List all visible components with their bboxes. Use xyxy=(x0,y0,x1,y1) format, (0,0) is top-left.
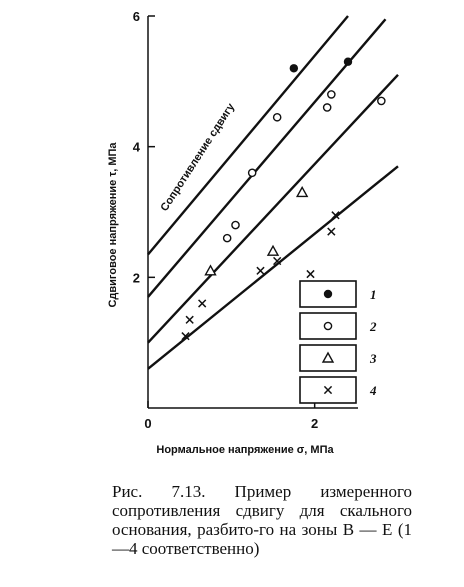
series-3-point xyxy=(268,246,278,255)
legend-label-1: 1 xyxy=(370,287,377,302)
x-tick-label: 0 xyxy=(144,416,152,431)
legend-label-2: 2 xyxy=(370,319,377,334)
y-tick-label: 4 xyxy=(132,139,140,155)
series-4-point xyxy=(199,300,206,307)
series-2-point xyxy=(378,97,385,104)
series-2-point xyxy=(249,169,256,176)
figure-caption: Рис. 7.13. Пример измеренного сопротивления сдвигу для скального основания, разбито-го на зоны В — Е (1—4 соответственно) xyxy=(112,482,412,558)
series-4-point xyxy=(257,267,264,274)
series-4-point xyxy=(328,228,335,235)
y-axis-label: Сдвиговое напряжение τ, МПа xyxy=(107,142,119,308)
series-2-point xyxy=(224,235,231,242)
series-2-point xyxy=(232,221,239,228)
fit-line-4 xyxy=(148,166,398,369)
series-2-point xyxy=(324,104,331,111)
chart-legend xyxy=(300,281,377,403)
x-axis-label: Нормальное напряжение σ, МПа xyxy=(156,444,334,456)
legend-marker-2 xyxy=(324,322,331,329)
y-tick-label: 2 xyxy=(132,270,140,286)
legend-label-4: 4 xyxy=(370,383,377,398)
shear-resistance-annotation: Сопротивление сдвигу xyxy=(158,101,238,214)
series-2-point xyxy=(328,91,335,98)
y-tick-label: 6 xyxy=(132,9,140,24)
series-3-point xyxy=(297,187,307,196)
series-4-point xyxy=(307,270,314,277)
fit-line-1 xyxy=(148,16,348,254)
series-4-point xyxy=(186,316,193,323)
series-1-point xyxy=(344,58,352,66)
series-1-point xyxy=(290,64,298,72)
legend-marker-1 xyxy=(324,290,332,298)
fit-lines xyxy=(148,16,398,369)
series-2-point xyxy=(274,114,281,121)
x-tick-label: 2 xyxy=(311,416,319,431)
legend-label-3: 3 xyxy=(370,351,377,366)
